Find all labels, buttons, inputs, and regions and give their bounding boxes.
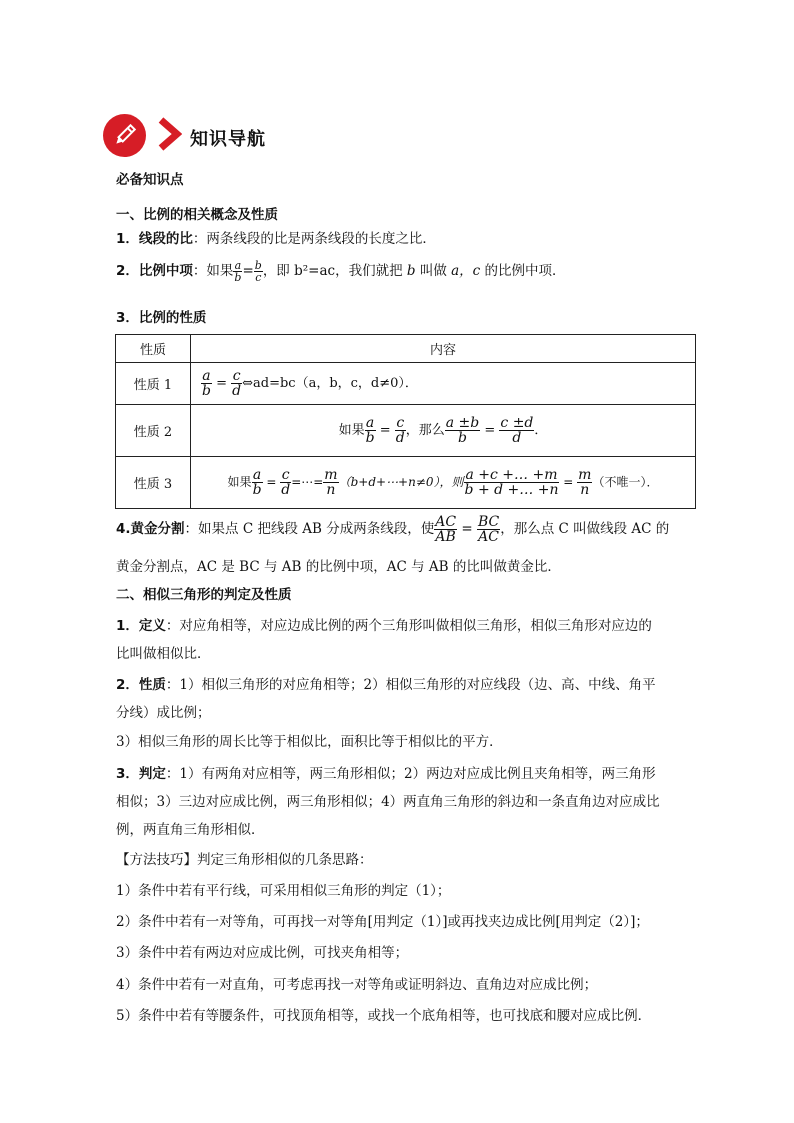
fraction [231,369,242,398]
row-content: 如果 $\frac{a}{b}$ = $\frac{c}{d}$ ，那么 $\frac{a \pm b}{b}$ = $\frac{c \pm d}{d}$ ． [191,405,696,457]
part2-heading: 二、相似三角形的判定及性质 [116,587,292,603]
header-cell: 性质 [116,335,191,363]
golden-post: ，那么点 C 叫做线段 AC 的 [500,521,670,537]
golden-line2: 黄金分割点，AC 是 BC 与 AB 的比例中项，AC 与 AB 的比叫做黄金比． [116,559,561,575]
method-label: 【方法技巧】 [116,852,197,868]
var-ac: a，c [451,263,481,279]
frac-num: a [202,368,211,384]
fraction [201,369,212,398]
frac-den: b [458,430,467,446]
method-heading [116,850,373,870]
definition-line2: 比叫做相似比． [116,646,211,662]
frac-num: a [365,415,375,431]
frac-den: d [395,430,405,446]
fraction [577,468,592,497]
equals: = [242,263,254,279]
frac-den: d [281,482,291,498]
frac-den: n [580,482,590,498]
frac-num: m [324,467,338,483]
method-title: 判定三角形相似的几条思路： [197,852,373,868]
definition-text: ：对应角相等，对应边成比例的两个三角形叫做相似三角形，相似三角形对应边的 [165,618,652,634]
definition-label: 1．定义 [116,618,166,634]
fraction [499,416,534,445]
golden-label: 4.黄金分割 [116,521,185,537]
judgement-line1 [116,764,656,784]
frac-num: c [396,415,405,431]
item2-pre: ：如果 [192,263,234,279]
list-item: 2）条件中若有一对等角，可再找一对等角[用判定（1）]或再找夹边成比例[用判定（2）]； [116,914,649,930]
frac-num: a ±b [445,415,480,431]
frac-den: b + d +… +n [464,482,559,498]
fraction [254,260,263,283]
frac-num: c ±d [500,415,534,431]
row-name: 性质 1 [116,363,191,405]
table-row [116,363,696,405]
frac-den: b [365,430,375,446]
frac-den: b [234,271,242,284]
item-segment-ratio [116,229,436,249]
pencil-icon [112,123,137,148]
list-item: 1）条件中若有平行线，可采用相似三角形的判定（1）； [116,883,451,899]
part1-heading: 一、比例的相关概念及性质 [116,207,278,223]
fraction [434,515,457,544]
fraction [365,416,376,445]
list-item: 4）条件中若有一对直角，可考虑再找一对等角或证明斜边、直角边对应成比例； [116,977,598,993]
golden-pre: ：如果点 C 把线段 AB 分成两条线段，使 [184,521,435,537]
list-item: 3）条件中若有两边对应成比例，可找夹角相等； [116,945,409,961]
row-name: 性质 2 [116,405,191,457]
judgement-line2: 相似；3）三边对应成比例，两三角形相似；4）两直角三角形的斜边和一条直角边对应成比 [116,794,660,810]
fraction [477,515,500,544]
item1-label: 1．线段的比 [116,231,193,247]
row-pre: 如果 [227,475,252,489]
judgement-line3: 例，两直角三角形相似． [116,822,265,838]
table-header-row [116,335,696,363]
property-line2: 分线）成比例； [116,705,211,721]
frac-den: n [326,482,336,498]
row-tail: （不唯一）． [592,475,659,489]
fraction [445,416,481,445]
row-content: $\frac{a}{b}$ = $\frac{c}{d}$ ⇔ad=bc（a，b，c，d≠0）． [191,363,696,405]
fraction [252,468,263,497]
frac-den: b [202,383,211,399]
fraction [395,416,406,445]
item3-label: 3．比例的性质 [116,310,207,326]
row-condition: （b+d+⋯+n≠0），则 [338,475,464,489]
row-content: 如果 $\frac{a}{b}$ = $\frac{c}{d}$ =⋯= $\frac{m}{n}$ （b+d+⋯+n≠0），则 $\frac{a +c +\dots +m}{b + d +\dots +n}$ = $\frac{m}{n}$ （不唯一）． [191,457,696,509]
frac-den: c [255,271,262,284]
item2-label: 2．比例中项 [116,263,193,279]
fraction [280,468,291,497]
frac-den: b [252,482,262,498]
frac-num: AC [435,514,457,530]
item2-mid: ，即 b²=ac，我们就把 [262,263,407,279]
row-pre: 如果 [338,423,365,438]
frac-num: a [234,259,242,272]
property-label: 2．性质 [116,677,166,693]
frac-den: d [232,383,242,399]
item-mean-proportional [116,260,566,283]
fraction [323,468,338,497]
golden-section: 4.黄金分割：如果点 C 把线段 AB 分成两条线段，使 $\frac{AC}{AB}$ = $\frac{BC}{AC}$ ，那么点 C 叫做线段 AC 的 [116,514,670,545]
row-text: ⇔ad=bc（a，b，c，d≠0）． [242,376,418,391]
item2-tail: 的比例中项． [480,263,566,279]
header-cell: 内容 [191,335,696,363]
judgement-label: 3．判定 [116,766,166,782]
definition-line1 [116,616,652,636]
frac-num: c [232,368,241,384]
frac-num: BC [477,514,500,530]
frac-num: a [252,467,262,483]
var-b: b [406,263,416,279]
chevron-right-icon [158,117,182,151]
property-text: ：1）相似三角形的对应角相等；2）相似三角形的对应线段（边、高、中线、角平 [165,677,656,693]
page-title: 知识导航 [190,129,266,150]
frac-num: b [254,259,262,272]
table-row [116,457,696,509]
proportion-properties-table [115,334,696,509]
pencil-icon-badge [103,114,146,157]
row-tail: ． [534,423,548,438]
row-mid: ，那么 [405,423,445,438]
section-heading: 必备知识点 [116,172,184,188]
item1-text: ：两条线段的比是两条线段的长度之比． [192,231,436,247]
property-line1 [116,675,656,695]
frac-num: m [578,467,592,483]
frac-den: AB [435,529,456,545]
row-name: 性质 3 [116,457,191,509]
frac-num: c [281,467,290,483]
list-item: 5）条件中若有等腰条件，可找顶角相等，或找一个底角相等，也可找底和腰对应成比例． [116,1008,652,1024]
frac-den: AC [478,529,499,545]
table-row [116,405,696,457]
row-dots: =⋯= [291,475,324,489]
judgement-text: ：1）有两角对应相等，两三角形相似；2）两边对应成比例且夹角相等，两三角形 [165,766,656,782]
property-line3: 3）相似三角形的周长比等于相似比，面积比等于相似比的平方． [116,734,503,750]
fraction [464,468,560,497]
frac-den: d [512,430,522,446]
frac-num: a +c +… +m [465,467,558,483]
item2-mid2: 叫做 [415,263,452,279]
